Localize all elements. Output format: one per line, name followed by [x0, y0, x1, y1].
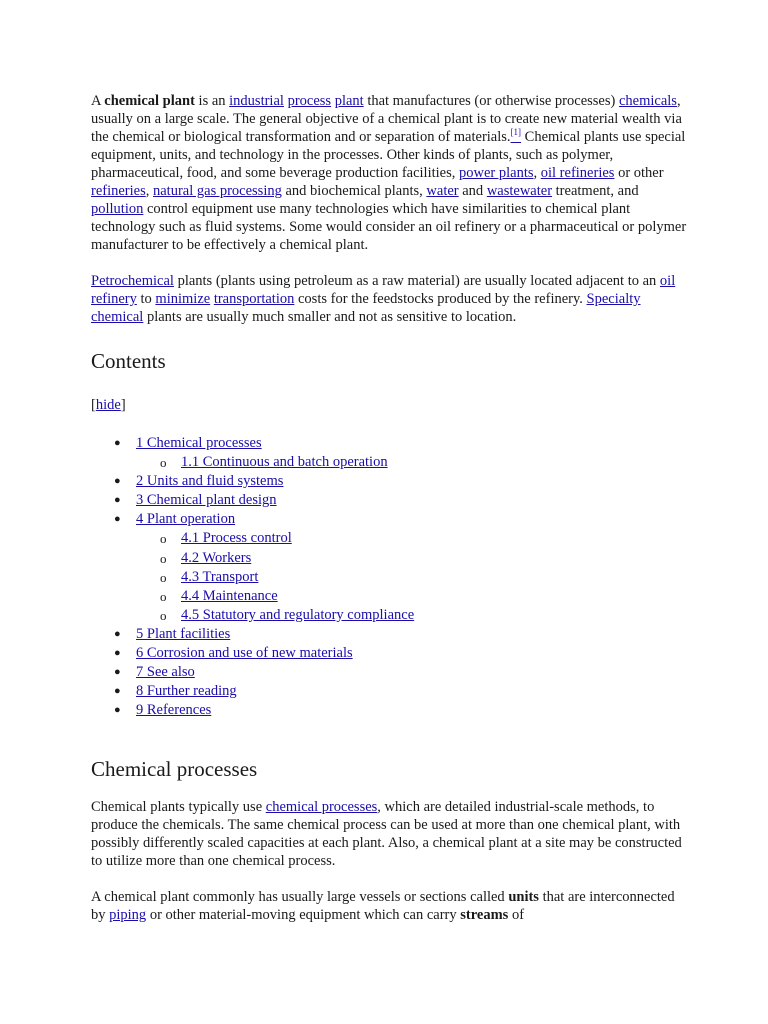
- bold-term: units: [508, 889, 539, 906]
- intro-paragraph-2: [91, 272, 691, 326]
- toc-link[interactable]: 5 Plant facilities: [136, 625, 231, 642]
- contents-heading: Contents: [91, 349, 166, 373]
- hollow-bullet-icon: o: [160, 569, 167, 585]
- toc-link[interactable]: 3 Chemical plant design: [136, 492, 277, 509]
- toc-item: [91, 472, 691, 491]
- toc-item: [91, 663, 691, 682]
- toc-toggle-close-bracket: ]: [120, 397, 126, 413]
- bullet-icon: ●: [114, 437, 121, 449]
- toc-link[interactable]: 6 Corrosion and use of new materials: [136, 645, 353, 662]
- inline-link[interactable]: industrial: [229, 93, 284, 109]
- inline-link[interactable]: Petrochemical: [91, 273, 174, 289]
- text-run: A: [91, 93, 105, 109]
- inline-link[interactable]: pollution: [91, 201, 144, 217]
- citation-superscript: [1]: [510, 127, 522, 138]
- text-run: that manufactures (or otherwise processes): [363, 93, 619, 109]
- inline-link[interactable]: water: [426, 183, 459, 199]
- bullet-icon: ●: [114, 513, 121, 526]
- text-run: costs for the feedstocks produced by the refinery.: [294, 291, 587, 307]
- text-run: plants are usually much smaller and not as sensitive to location.: [143, 309, 517, 325]
- text-run: ,: [145, 183, 153, 199]
- toc-link[interactable]: 1 Chemical processes: [136, 435, 262, 451]
- inline-link[interactable]: process: [287, 93, 332, 109]
- text-run: is an: [194, 93, 230, 109]
- hollow-bullet-icon: o: [160, 455, 167, 471]
- table-of-contents: [91, 434, 691, 720]
- toc-link[interactable]: 1.1 Continuous and batch operation: [181, 454, 388, 471]
- text-run: to: [136, 291, 156, 307]
- inline-link[interactable]: oil refineries: [540, 165, 615, 181]
- text-run: control equipment use many technologies which have similarities to chemical plant technology such as fluid systems. Some would consider an oil refinery or a pharmaceutical or polymer manufacturer to be effectively a chemical plant.: [91, 201, 687, 253]
- inline-link[interactable]: chemical processes: [265, 799, 378, 816]
- text-run: A chemical plant commonly has usually large vessels or sections called: [91, 889, 509, 906]
- toc-item: [91, 529, 691, 548]
- intro-paragraph-1: [91, 92, 691, 254]
- text-run: plants (plants using petroleum as a raw material) are usually located adjacent to an: [173, 273, 660, 289]
- toc-item: [91, 587, 691, 606]
- bullet-icon: ●: [114, 475, 121, 488]
- hollow-bullet-icon: o: [160, 607, 167, 623]
- text-run: Chemical plants typically use: [91, 799, 266, 816]
- inline-link[interactable]: natural gas processing: [153, 183, 282, 199]
- toc-link[interactable]: 4.3 Transport: [181, 568, 259, 585]
- bullet-icon: ●: [114, 685, 121, 698]
- inline-link[interactable]: transportation: [213, 291, 295, 307]
- toc-toggle: [91, 396, 691, 414]
- text-run: or other material-moving equipment which can carry: [146, 907, 461, 924]
- inline-link[interactable]: refineries: [91, 183, 146, 199]
- toc-link[interactable]: 2 Units and fluid systems: [136, 473, 284, 490]
- toc-item: [91, 491, 691, 510]
- text-run: and: [458, 183, 487, 199]
- toc-link[interactable]: 4.1 Process control: [181, 530, 292, 547]
- inline-link[interactable]: piping: [109, 907, 147, 924]
- text-run: , which are detailed industrial-scale methods, to produce the chemicals. The same chemical process can be used at more than one chemical plant, with possibly differently scaled capacities at each plant. Also, a chemical plant at a site may be constructed to utilize more than one chemical process.: [91, 799, 682, 870]
- bullet-icon: ●: [114, 494, 121, 507]
- inline-link[interactable]: Specialty chemical: [91, 291, 641, 325]
- text-run: treatment, and: [552, 183, 639, 199]
- toc-link[interactable]: 8 Further reading: [136, 683, 237, 700]
- text-run: that are interconnected by: [91, 889, 675, 924]
- toc-item: [91, 644, 691, 663]
- section-heading-chemical-processes: Chemical processes: [91, 757, 258, 782]
- toc-link[interactable]: 4 Plant operation: [136, 511, 236, 528]
- toc-toggle-open-bracket: [: [91, 397, 96, 413]
- toc-item: [91, 434, 691, 453]
- text-run: of: [508, 907, 525, 924]
- toc-link[interactable]: 7 See also: [136, 664, 195, 681]
- hollow-bullet-icon: o: [160, 588, 167, 604]
- toc-link[interactable]: 4.4 Maintenance: [181, 587, 278, 604]
- inline-link[interactable]: chemicals: [618, 93, 677, 109]
- toc-link[interactable]: 4.5 Statutory and regulatory compliance: [181, 606, 415, 623]
- inline-link[interactable]: wastewater: [486, 183, 553, 199]
- text-run: Chemical plants use special equipment, units, and technology in the processes. Other kinds of plants, such as polymer, pharmaceutical, food, and some beverage production facilities,: [91, 129, 686, 181]
- hollow-bullet-icon: o: [160, 550, 167, 566]
- bullet-icon: ●: [114, 647, 121, 660]
- section-paragraph-1: [91, 798, 691, 870]
- toc-item: [91, 682, 691, 701]
- toc-item: [91, 701, 691, 720]
- toc-item: [91, 568, 691, 587]
- bold-term: chemical plant: [104, 93, 195, 109]
- article-body: [91, 92, 691, 924]
- toc-item: [91, 625, 691, 644]
- toc-item: [91, 453, 691, 472]
- bold-term: streams: [460, 907, 509, 924]
- inline-link[interactable]: power plants: [459, 165, 534, 181]
- toc-item: [91, 606, 691, 625]
- bullet-icon: ●: [114, 704, 121, 717]
- toc-item: [91, 549, 691, 568]
- toc-link[interactable]: 9 References: [136, 702, 212, 719]
- text-run: ,: [533, 165, 541, 181]
- inline-link[interactable]: plant: [334, 93, 364, 109]
- toc-link[interactable]: 4.2 Workers: [181, 549, 252, 566]
- section-paragraph-2: [91, 888, 691, 924]
- hollow-bullet-icon: o: [160, 531, 167, 547]
- inline-link[interactable]: minimize: [155, 291, 211, 307]
- text-run: and biochemical plants,: [281, 183, 427, 199]
- inline-link[interactable]: oil refinery: [91, 273, 676, 307]
- text-run: or other: [614, 165, 664, 181]
- text-run: , usually on a large scale. The general objective of a chemical plant is to create new material wealth via the chemical or biological transformation and or separation of materials.: [91, 93, 682, 145]
- bullet-icon: ●: [114, 627, 121, 640]
- toc-item: [91, 510, 691, 529]
- citation-link[interactable]: [511, 129, 522, 145]
- toc-hide-link[interactable]: hide: [95, 397, 121, 413]
- bullet-icon: ●: [114, 666, 121, 679]
